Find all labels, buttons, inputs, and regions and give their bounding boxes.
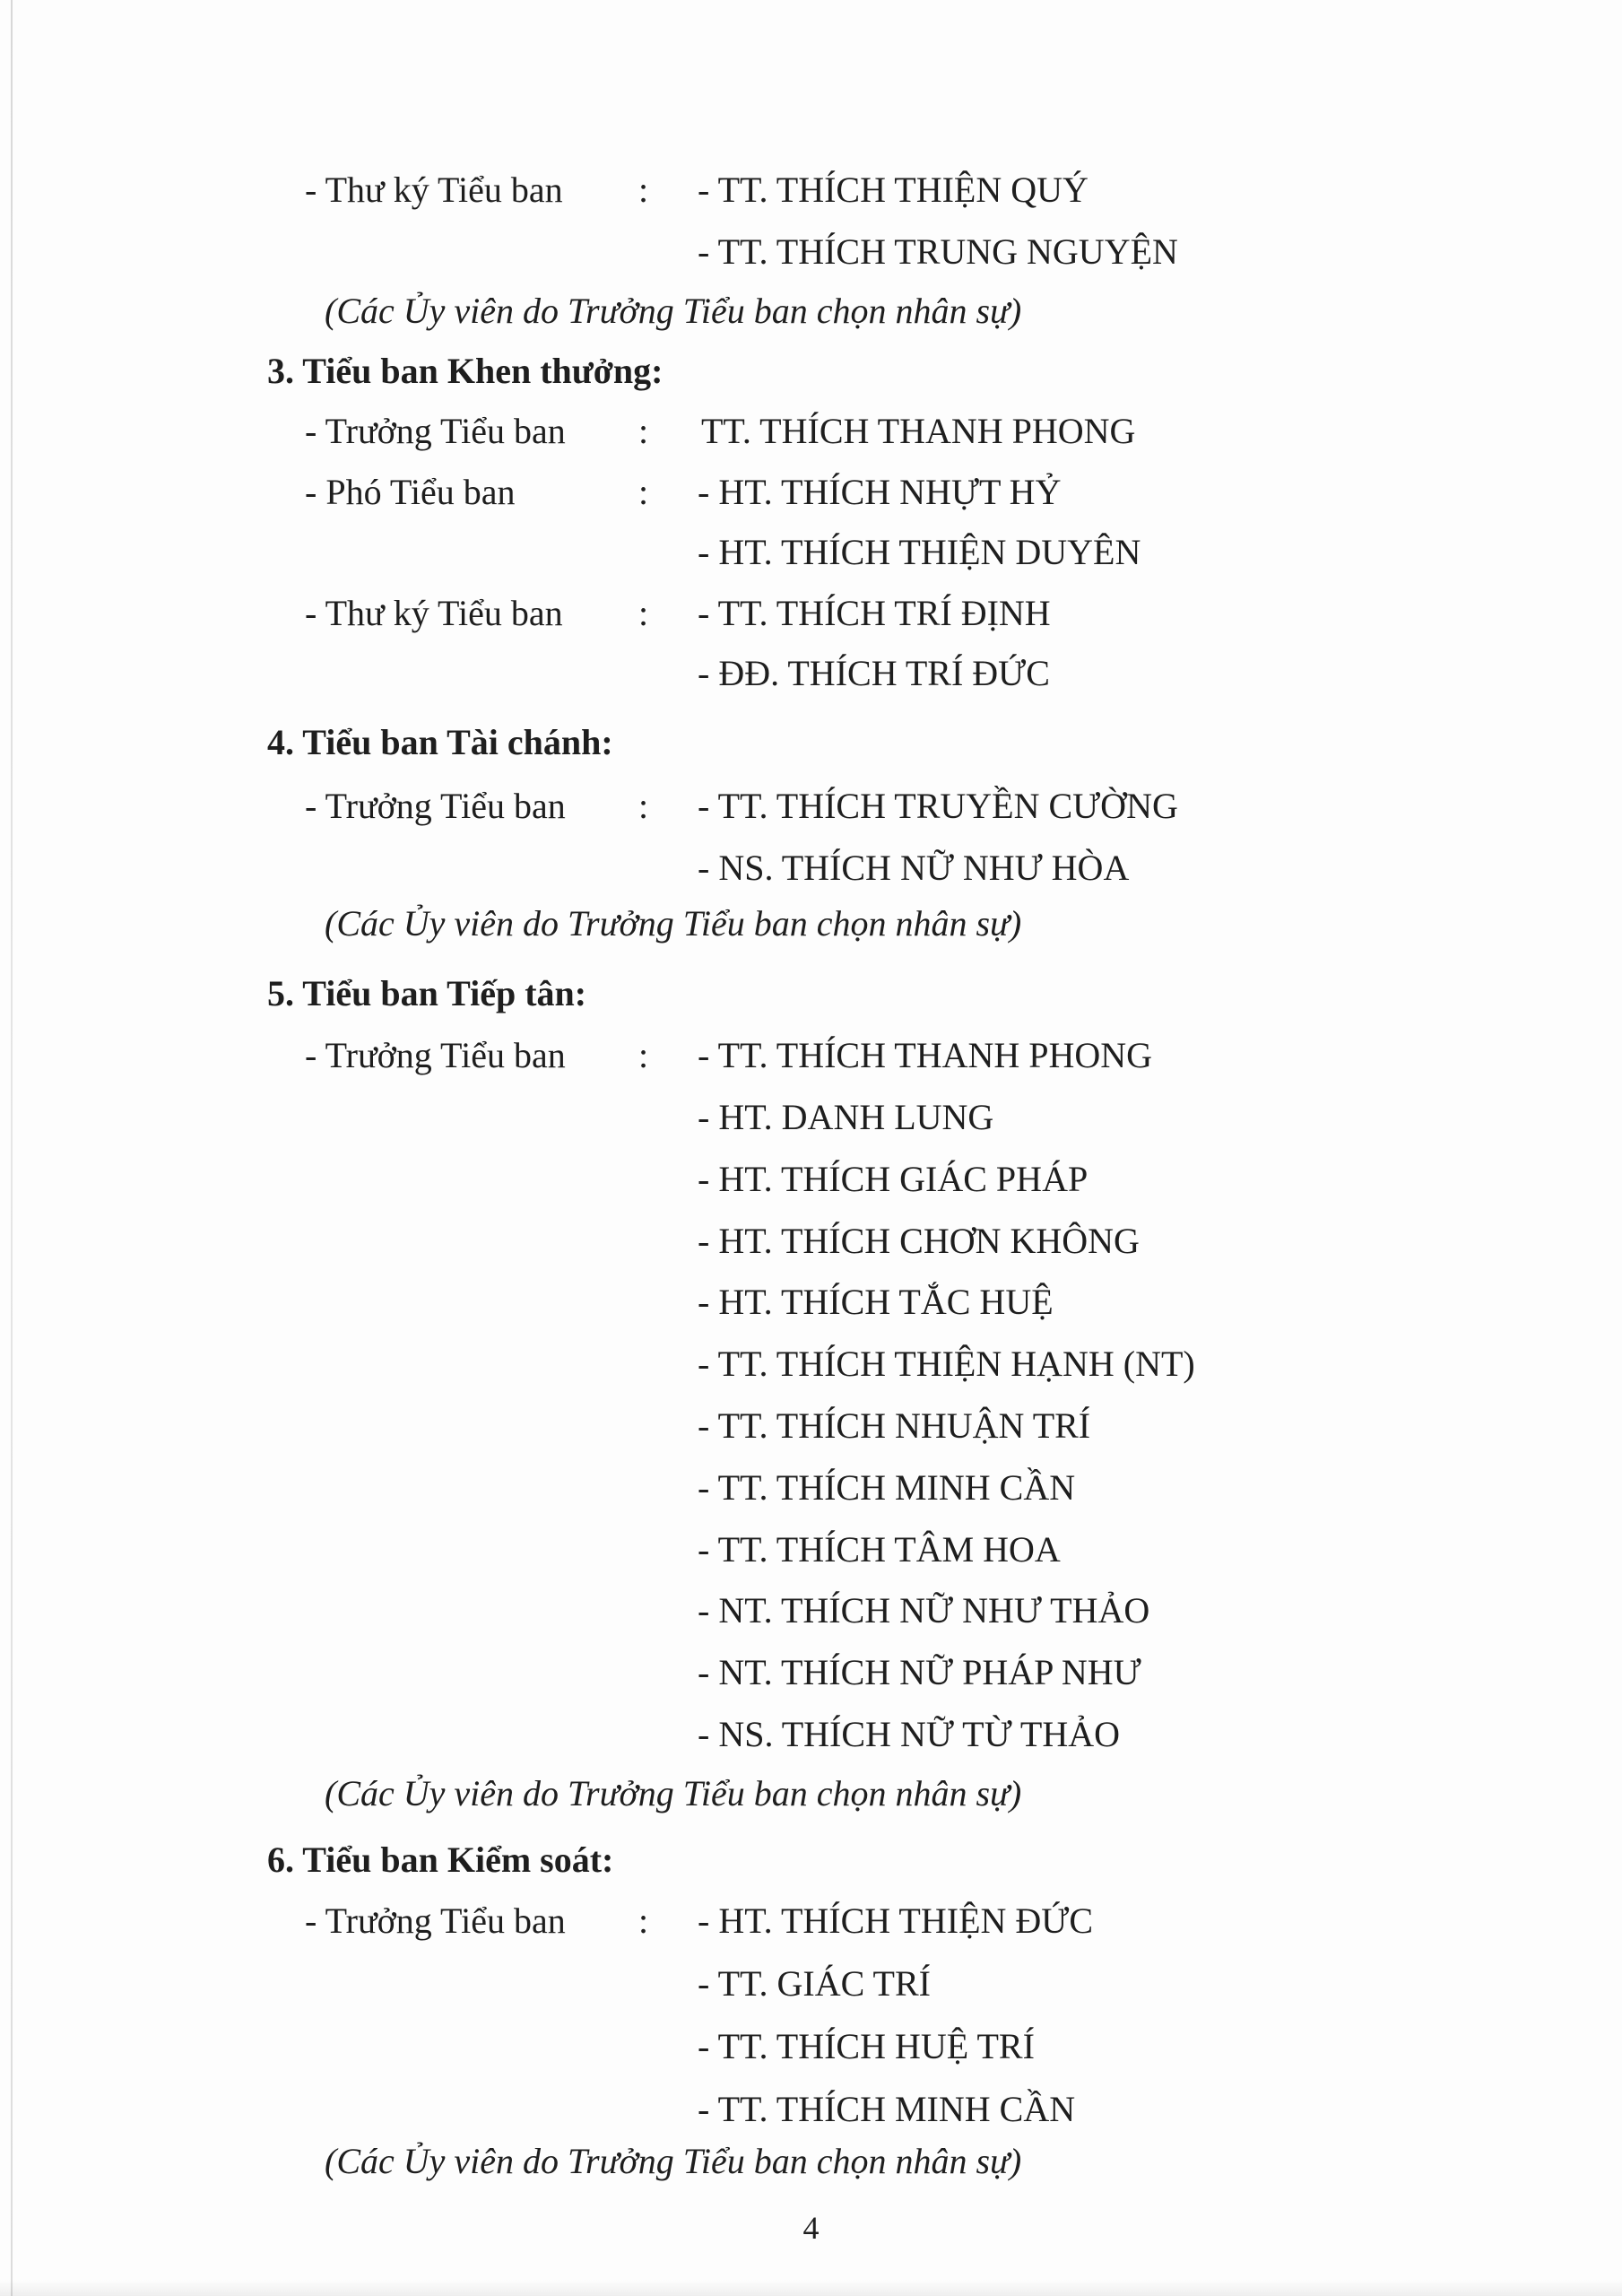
doc-line (0, 1149, 1622, 1210)
member-name: - TT. THÍCH TRUNG NGUYỆN (698, 231, 1178, 272)
colon: : (638, 786, 649, 826)
member-name: - TT. THÍCH MINH CẦN (698, 1467, 1076, 1508)
colon: : (638, 1035, 649, 1075)
role-label: - Thư ký Tiểu ban (305, 593, 563, 633)
doc-line (0, 1334, 1622, 1395)
doc-line (0, 1396, 1622, 1457)
scan-bottom-shade (0, 2280, 1622, 2296)
italic-note: (Các Ủy viên do Trưởng Tiểu ban chọn nhân sự) (325, 903, 1022, 944)
doc-line (0, 522, 1622, 583)
member-name: - HT. THÍCH NHỰT HỶ (698, 472, 1062, 512)
doc-line (0, 2131, 1622, 2192)
doc-line (0, 1642, 1622, 1703)
doc-line (0, 583, 1622, 644)
doc-line (0, 1272, 1622, 1333)
doc-line (0, 712, 1622, 773)
italic-note: (Các Ủy viên do Trưởng Tiểu ban chọn nhân sự) (325, 291, 1022, 331)
member-name: - TT. THÍCH THIỆN HẠNH (NT) (698, 1344, 1195, 1384)
colon: : (638, 411, 649, 451)
member-name: - NS. THÍCH NỮ TỪ THẢO (698, 1714, 1120, 1754)
member-name: - TT. THÍCH TRUYỀN CƯỜNG (698, 786, 1178, 826)
colon: : (638, 1900, 649, 1941)
doc-line (0, 281, 1622, 342)
colon: : (638, 170, 649, 210)
member-name: - TT. THÍCH THANH PHONG (698, 1035, 1153, 1075)
role-label: - Thư ký Tiểu ban (305, 170, 563, 210)
doc-line (0, 838, 1622, 899)
doc-line (0, 401, 1622, 462)
member-name: - TT. THÍCH THIỆN QUÝ (698, 170, 1089, 210)
member-name: - ĐĐ. THÍCH TRÍ ĐỨC (698, 653, 1050, 693)
member-name: TT. THÍCH THANH PHONG (701, 411, 1136, 451)
colon: : (638, 472, 649, 512)
member-name: - HT. THÍCH GIÁC PHÁP (698, 1159, 1089, 1199)
member-name: - NS. THÍCH NỮ NHƯ HÒA (698, 848, 1130, 888)
member-name: - HT. THÍCH TẮC HUỆ (698, 1282, 1054, 1322)
doc-line (0, 643, 1622, 704)
member-name: - TT. THÍCH NHUẬN TRÍ (698, 1405, 1091, 1446)
italic-note: (Các Ủy viên do Trưởng Tiểu ban chọn nhân sự) (325, 1773, 1022, 1813)
doc-line (0, 1025, 1622, 1086)
doc-line (0, 963, 1622, 1024)
member-name: - TT. THÍCH TRÍ ĐỊNH (698, 593, 1051, 633)
member-name: - NT. THÍCH NỮ NHƯ THẢO (698, 1590, 1150, 1631)
doc-line (0, 2016, 1622, 2077)
member-name: - HT. DANH LUNG (698, 1097, 994, 1137)
role-label: - Trưởng Tiểu ban (305, 786, 566, 826)
doc-line (0, 1891, 1622, 1952)
section-heading: 4. Tiểu ban Tài chánh: (267, 722, 613, 762)
member-name: - TT. GIÁC TRÍ (698, 1963, 931, 2004)
member-name: - HT. THÍCH THIỆN ĐỨC (698, 1900, 1093, 1941)
section-heading: 3. Tiểu ban Khen thưởng: (267, 351, 664, 391)
doc-line (0, 1704, 1622, 1765)
role-label: - Trưởng Tiểu ban (305, 1900, 566, 1941)
doc-line (0, 1763, 1622, 1824)
doc-line (0, 1457, 1622, 1518)
doc-line (0, 893, 1622, 954)
role-label: - Trưởng Tiểu ban (305, 411, 566, 451)
doc-line (0, 160, 1622, 221)
doc-line (0, 1211, 1622, 1272)
doc-line (0, 1830, 1622, 1891)
doc-line (0, 222, 1622, 283)
section-heading: 6. Tiểu ban Kiểm soát: (267, 1839, 614, 1880)
section-heading: 5. Tiểu ban Tiếp tân: (267, 973, 587, 1013)
role-label: - Phó Tiểu ban (305, 472, 516, 512)
doc-line (0, 776, 1622, 837)
doc-line (0, 1953, 1622, 2014)
doc-line (0, 341, 1622, 402)
doc-line (0, 1580, 1622, 1641)
role-label: - Trưởng Tiểu ban (305, 1035, 566, 1075)
member-name: - HT. THÍCH THIỆN DUYÊN (698, 532, 1141, 572)
member-name: - NT. THÍCH NỮ PHÁP NHƯ (698, 1652, 1141, 1692)
page-number: 4 (802, 2210, 820, 2246)
colon: : (638, 593, 649, 633)
member-name: - TT. THÍCH TÂM HOA (698, 1529, 1061, 1570)
doc-line (0, 1087, 1622, 1148)
member-name: - TT. THÍCH MINH CẦN (698, 2089, 1076, 2129)
member-name: - TT. THÍCH HUỆ TRÍ (698, 2026, 1035, 2066)
doc-line (0, 1519, 1622, 1580)
member-name: - HT. THÍCH CHƠN KHÔNG (698, 1221, 1140, 1261)
italic-note: (Các Ủy viên do Trưởng Tiểu ban chọn nhân sự) (325, 2141, 1022, 2181)
doc-line (0, 462, 1622, 523)
